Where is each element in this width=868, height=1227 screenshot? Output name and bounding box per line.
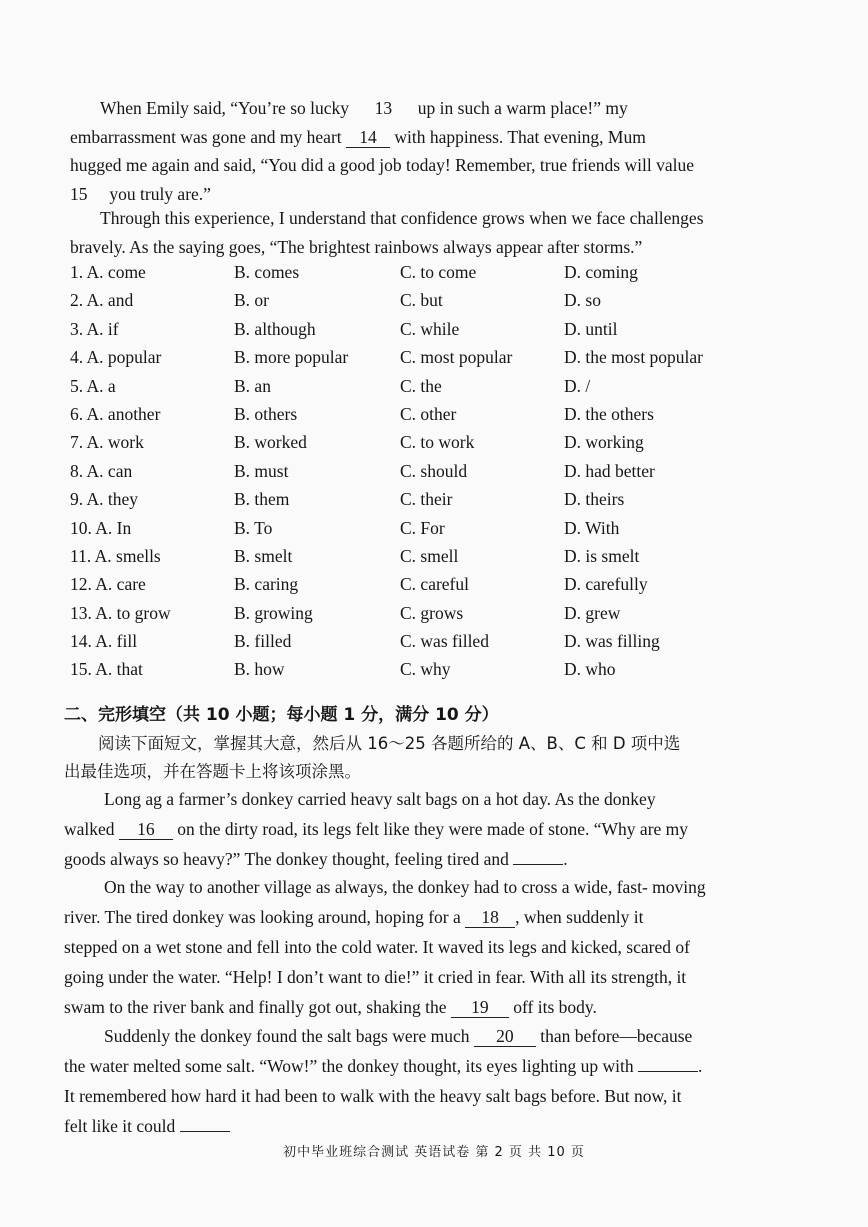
story-paragraph-1: Long ag a farmer’s donkey carried heavy salt bags on a hot day. As the donkey walked 16 on the dirty road, its legs felt like they were made of stone. “Why are my goods always so heavy?” The donkey thought, feeling tired and .: [64, 789, 689, 869]
blank-14: 14: [346, 127, 390, 148]
passage-paragraph-2: Through this experience, I understand that confidence grows when we face challenges bravely. As the saying goes, “The brightest rainbows always appear after storms.”: [70, 208, 704, 257]
blank-17: [513, 864, 563, 865]
options-list: [70, 260, 790, 686]
option-row: 13. A. to grow B. growing C. grows D. grew: [70, 602, 621, 623]
option-row: 14. A. fill B. filled C. was filled D. was filling: [70, 631, 660, 652]
option-row: 9. A. they B. them C. their D. theirs: [70, 489, 625, 510]
blank-18: 18: [465, 907, 515, 928]
blank-20: 20: [474, 1026, 536, 1047]
section-instructions: 阅读下面短文，掌握其大意，然后从 16～25 各题所给的 A、B、C 和 D 项中选 出最佳选项，并在答题卡上将该项涂黑。: [64, 734, 681, 781]
story-paragraph-3: Suddenly the donkey found the salt bags were much 20 than before—because the water melted some salt. “Wow!” the donkey thought, its eyes lighting up with . It remembered how hard it had been to walk with the heavy salt bags before. But now, it felt like it could: [64, 1026, 703, 1136]
blank-21: [638, 1071, 698, 1072]
page-footer: 初中毕业班综合测试 英语试卷 第 2 页 共 10 页: [283, 1145, 585, 1160]
blank-19: 19: [451, 997, 509, 1018]
option-row: 8. A. can B. must C. should D. had better: [70, 460, 655, 481]
option-row: 5. A. a B. an C. the D. /: [70, 375, 591, 396]
section-title: 二、完形填空（共 10 小题；每小题 1 分，满分 10 分）: [64, 705, 499, 725]
blank-13: 13: [374, 98, 393, 118]
option-row: 12. A. care B. caring C. careful D. carefully: [70, 574, 648, 595]
blank-16: 16: [119, 819, 173, 840]
option-row: 15. A. that B. how C. why D. who: [70, 659, 616, 680]
option-row: 7. A. work B. worked C. to work D. working: [70, 432, 644, 453]
option-row: 1. A. come B. comes C. to come D. coming: [70, 262, 638, 282]
blank-15: 15: [70, 183, 88, 204]
option-row: 3. A. if B. although C. while D. until: [70, 318, 618, 339]
option-row: 11. A. smells B. smelt C. smell D. is smelt: [70, 545, 640, 566]
blank-22: [180, 1131, 230, 1132]
option-row: 4. A. popular B. more popular C. most popular D. the most popular: [70, 347, 704, 368]
passage-paragraph-1: When Emily said, “You’re so lucky 13 up in such a warm place!” my embarrassment was gone and my heart 14 with happiness. That evening, Mum hugged me again and said, “You did a good job today! Remember, true friends will value 15 you truly are.”: [70, 98, 694, 204]
story-paragraph-2: On the way to another village as always, the donkey had to cross a wide, fast- moving river. The tired donkey was looking around, hoping for a 18 , when suddenly it stepped on a wet stone and fell into the cold water. It waved its legs and kicked, scared of going under the water. “Help! I don’t want to die!” it cried in fear. With all its strength, it swam to the river bank and finally got out, shaking the 19 off its body.: [64, 877, 706, 1017]
option-row: 2. A. and B. or C. but D. so: [70, 290, 601, 311]
option-row: 10. A. In B. To C. For D. With: [70, 517, 620, 538]
option-row: 6. A. another B. others C. other D. the others: [70, 403, 654, 424]
